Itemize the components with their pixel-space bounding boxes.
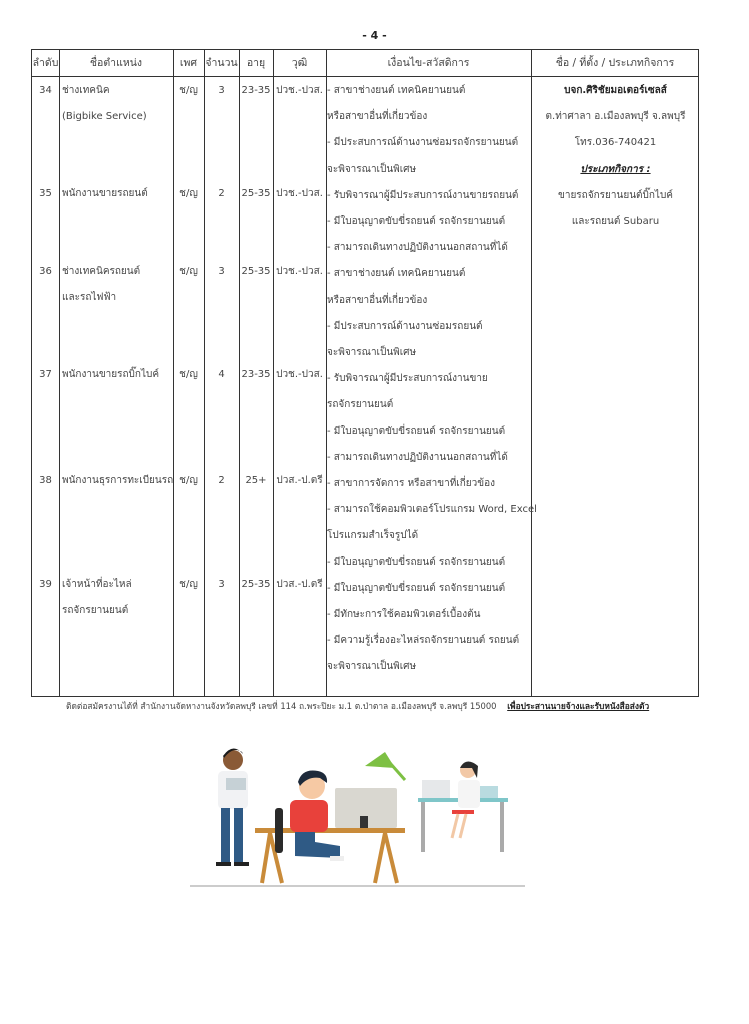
position-name: เจ้าหน้าที่อะไหล่ <box>62 579 132 590</box>
col-divider <box>59 50 60 696</box>
count-value: 2 <box>218 188 225 199</box>
gender-value: ช/ญ <box>179 369 198 380</box>
business-type-label: ประเภทกิจการ : <box>580 163 651 175</box>
education-value: ปวช.-ปวส. <box>276 369 323 380</box>
row-number: 39 <box>39 579 52 590</box>
education-value: ปวช.-ปวส. <box>276 188 323 199</box>
header-divider <box>32 76 698 77</box>
contact-info: ติดต่อสมัครงานได้ที่ สำนักงานจัดหางานจังหวัดลพบุรี เลขที่ 114 ถ.พระปิยะ ม.1 ต.ป่าตาล อ.เมืองลพบุรี จ.ลพบุรี 15000 <box>66 701 497 711</box>
condition-line: - มีทักษะการใช้คอมพิวเตอร์เบื้องต้น <box>327 609 481 620</box>
condition-line: - มีความรู้เรื่องอะไหล่รถจักรยานยนต์ รถยนต์ <box>327 635 520 647</box>
count-value: 4 <box>218 369 225 380</box>
header-gender: เพศ <box>179 57 198 69</box>
condition-line: - มีประสบการณ์ด้านงานซ่อมรถจักรยานยนต์ <box>327 137 519 149</box>
condition-line: - มีใบอนุญาตขับขี่รถยนต์ รถจักรยานยนต์ <box>327 556 506 568</box>
position-name: พนักงานธุรการทะเบียนรถ <box>62 475 174 486</box>
footer <box>66 699 649 713</box>
gender-value: ช/ญ <box>179 188 198 199</box>
position-name: พนักงานขายรถยนต์ <box>62 188 148 199</box>
condition-line: - รับพิจารณาผู้มีประสบการณ์งานขายรถยนต์ <box>327 189 519 201</box>
footer-note: เพื่อประสานนายจ้างและรับหนังสือส่งตัว <box>507 701 650 711</box>
position-name: พนักงานขายรถบิ๊กไบค์ <box>62 369 160 380</box>
office-illustration <box>190 738 525 888</box>
gender-value: ช/ญ <box>179 475 198 486</box>
company-phone: โทร.036-740421 <box>574 137 657 149</box>
condition-line: จะพิจารณาเป็นพิเศษ <box>327 163 417 175</box>
condition-line: - สามารถเดินทางปฏิบัติงานนอกสถานที่ได้ <box>327 242 508 254</box>
header-education: วุฒิ <box>291 57 308 69</box>
condition-line: หรือสาขาอื่นที่เกี่ยวข้อง <box>327 294 428 306</box>
header-conditions: เงื่อนไข-สวัสดิการ <box>387 57 470 69</box>
gender-value: ช/ญ <box>179 579 198 590</box>
gender-value: ช/ญ <box>179 266 198 277</box>
condition-line: จะพิจารณาเป็นพิเศษ <box>327 661 417 673</box>
position-name: และรถไฟฟ้า <box>62 292 117 303</box>
condition-line: - มีใบอนุญาตขับขี่รถยนต์ รถจักรยานยนต์ <box>327 425 506 437</box>
position-name: ช่างเทคนิครถยนต์ <box>62 266 141 277</box>
header-count: จำนวน <box>205 57 238 69</box>
condition-line: - สามารถเดินทางปฏิบัติงานนอกสถานที่ได้ <box>327 451 508 463</box>
position-name: ช่างเทคนิค <box>62 85 110 96</box>
condition-line: โปรแกรมสำเร็จรูปได้ <box>327 530 419 542</box>
gender-value: ช/ญ <box>179 85 198 96</box>
condition-line: - สาขาช่างยนต์ เทคนิคยานยนต์ <box>327 85 466 96</box>
condition-line: - มีใบอนุญาตขับขี่รถยนต์ รถจักรยานยนต์ <box>327 216 506 227</box>
row-number: 34 <box>39 85 52 96</box>
age-value: 25-35 <box>241 188 271 199</box>
lab-worker-figure <box>418 761 508 852</box>
header-company: ชื่อ / ที่ตั้ง / ประเภทกิจการ <box>555 57 675 69</box>
condition-line: - สามารถใช้คอมพิวเตอร์โปรแกรม Word, Excel <box>327 504 537 516</box>
age-value: 25-35 <box>241 579 271 590</box>
position-name: (Bigbike Service) <box>62 111 147 122</box>
condition-line: รถจักรยานยนต์ <box>327 399 394 411</box>
education-value: ปวส.-ป.ตรี <box>276 475 323 486</box>
header-no: ลำดับ <box>32 57 59 69</box>
condition-line: หรือสาขาอื่นที่เกี่ยวข้อง <box>327 111 428 123</box>
row-number: 35 <box>39 188 52 199</box>
company-info <box>532 78 699 235</box>
position-name: รถจักรยานยนต์ <box>62 605 129 616</box>
header-position: ชื่อตำแหน่ง <box>89 57 143 69</box>
condition-line: - สาขาการจัดการ หรือสาขาที่เกี่ยวข้อง <box>327 478 495 489</box>
education-value: ปวช.-ปวส. <box>276 266 323 277</box>
job-table <box>31 49 699 697</box>
condition-line: - สาขาช่างยนต์ เทคนิคยานยนต์ <box>327 268 466 280</box>
row-number: 36 <box>39 266 52 277</box>
company-address: ต.ท่าศาลา อ.เมืองลพบุรี จ.ลพบุรี <box>545 111 686 123</box>
condition-line: - มีใบอนุญาตขับขี่รถยนต์ รถจักรยานยนต์ <box>327 582 506 594</box>
education-value: ปวช.-ปวส. <box>276 85 323 96</box>
age-value: 23-35 <box>241 85 271 96</box>
condition-line: จะพิจารณาเป็นพิเศษ <box>327 347 417 358</box>
business-line-1: ขายรถจักรยานยนต์บิ๊กไบค์ <box>558 189 673 201</box>
company-name: บจก.ศิริชัยมอเตอร์เซลส์ <box>564 85 667 96</box>
row-number: 38 <box>39 475 52 486</box>
page-number: - 4 - <box>362 29 387 42</box>
education-value: ปวส.-ป.ตรี <box>276 579 323 590</box>
condition-line: - มีประสบการณ์ด้านงานซ่อมรถยนต์ <box>327 320 483 332</box>
condition-line: - รับพิจารณาผู้มีประสบการณ์งานขาย <box>327 373 488 385</box>
age-value: 25+ <box>245 475 267 486</box>
age-value: 23-35 <box>241 369 271 380</box>
age-value: 25-35 <box>241 266 271 277</box>
count-value: 3 <box>218 579 225 590</box>
standing-man-figure <box>216 748 249 866</box>
desk-worker-figure <box>255 752 405 883</box>
count-value: 2 <box>218 475 225 486</box>
count-value: 3 <box>218 266 225 277</box>
business-line-2: และรถยนต์ Subaru <box>571 216 660 228</box>
header-age: อายุ <box>246 57 266 69</box>
row-number: 37 <box>39 369 52 380</box>
count-value: 3 <box>218 85 225 96</box>
